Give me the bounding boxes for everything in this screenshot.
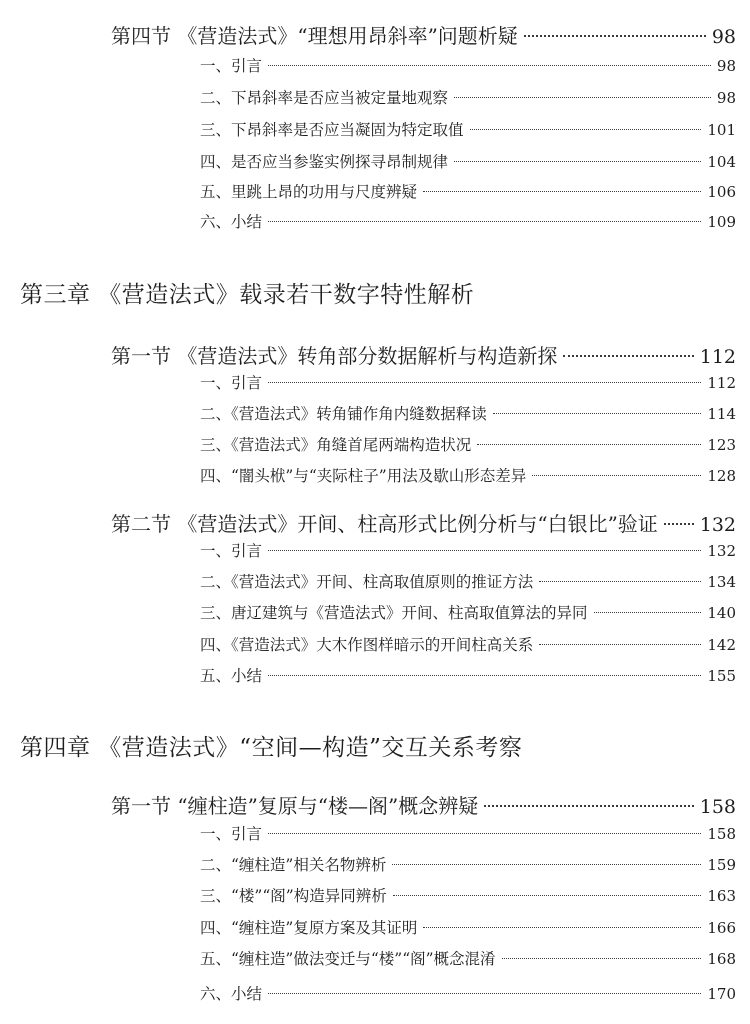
page-number: 132 (699, 514, 736, 536)
item-title: 一、引言 (200, 57, 263, 75)
dot-leader (539, 644, 701, 645)
item-title: 三、《营造法式》角缝首尾两端构造状况 (200, 436, 472, 454)
item-title: 二、《营造法式》转角铺作角内缝数据释读 (200, 405, 487, 423)
dot-leader (524, 35, 706, 37)
dot-leader (268, 382, 701, 383)
dot-leader (664, 523, 694, 525)
dot-leader (268, 221, 701, 222)
page-number: 128 (707, 467, 736, 485)
dot-leader (594, 612, 702, 613)
dot-leader (470, 129, 702, 130)
dot-leader (423, 927, 701, 928)
toc-item (200, 633, 736, 655)
item-title: 一、引言 (200, 825, 263, 843)
toc-item (200, 54, 736, 76)
toc-section-entry (111, 340, 736, 369)
toc-item (200, 822, 736, 844)
page-number: 168 (707, 950, 736, 968)
chapter-heading: 第四章 《营造法式》“空间—构造”交互关系考察 (20, 735, 523, 761)
dot-leader (393, 895, 702, 896)
item-title: 五、里跳上昂的功用与尺度辨疑 (200, 183, 418, 201)
page-number: 106 (707, 183, 736, 201)
page-number: 109 (707, 213, 736, 231)
item-title: 三、唐辽建筑与《营造法式》开间、柱高取值算法的异同 (200, 604, 588, 622)
item-title: 四、《营造法式》大木作图样暗示的开间柱高关系 (200, 636, 534, 654)
dot-leader (454, 161, 701, 162)
section-title: 第一节 《营造法式》转角部分数据解析与构造新探 (111, 344, 558, 368)
toc-item (200, 402, 736, 424)
page-number: 112 (699, 346, 736, 368)
dot-leader (477, 444, 701, 445)
dot-leader (268, 65, 711, 66)
toc-section-entry (111, 790, 736, 819)
section-title: 第二节 《营造法式》开间、柱高形式比例分析与“白银比”验证 (111, 512, 658, 536)
toc-item (200, 371, 736, 393)
page-number: 98 (716, 89, 736, 107)
page-number: 166 (707, 919, 736, 937)
item-title: 四、“闇头栿”与“夹际柱子”用法及歇山形态差异 (200, 467, 527, 485)
toc-item (200, 180, 736, 202)
toc-item (200, 118, 736, 140)
toc-item (200, 539, 736, 561)
page-number: 142 (707, 636, 736, 654)
page-number: 101 (707, 121, 736, 139)
toc-item (200, 947, 736, 969)
page-number: 98 (716, 57, 736, 75)
toc-item (200, 664, 736, 686)
dot-leader (268, 833, 701, 834)
page-number: 158 (699, 796, 736, 818)
dot-leader (268, 675, 701, 676)
item-title: 五、“缠柱造”做法变迁与“楼”“阁”概念混淆 (200, 950, 496, 968)
toc-item (200, 570, 736, 592)
item-title: 四、是否应当参鉴实例探寻昂制规律 (200, 153, 449, 171)
toc-item (200, 916, 736, 938)
dot-leader (392, 864, 701, 865)
item-title: 一、引言 (200, 542, 263, 560)
item-title: 一、引言 (200, 374, 263, 392)
dot-leader (532, 475, 701, 476)
item-title: 二、“缠柱造”相关名物辨析 (200, 856, 387, 874)
item-title: 六、小结 (200, 213, 263, 231)
page-number: 155 (707, 667, 736, 685)
dot-leader (502, 958, 702, 959)
toc-item (200, 86, 736, 108)
dot-leader (484, 805, 693, 807)
section-title: 第四节 《营造法式》“理想用昂斜率”问题析疑 (111, 24, 518, 48)
dot-leader (268, 550, 701, 551)
page-number: 132 (707, 542, 736, 560)
item-title: 四、“缠柱造”复原方案及其证明 (200, 919, 418, 937)
page-number: 98 (711, 26, 736, 48)
toc-section-entry (111, 20, 736, 49)
page-number: 163 (707, 887, 736, 905)
dot-leader (563, 355, 693, 357)
item-title: 五、小结 (200, 667, 263, 685)
item-title: 六、小结 (200, 985, 263, 1003)
dot-leader (454, 97, 711, 98)
item-title: 三、“楼”“阁”构造异同辨析 (200, 887, 387, 905)
toc-item (200, 464, 736, 486)
page-number: 134 (707, 573, 736, 591)
page-number: 158 (707, 825, 736, 843)
page-number: 112 (707, 374, 736, 392)
dot-leader (268, 993, 701, 994)
chapter-heading: 第三章 《营造法式》载录若干数字特性解析 (20, 282, 475, 308)
item-title: 二、下昂斜率是否应当被定量地观察 (200, 89, 449, 107)
page-number: 123 (707, 436, 736, 454)
page-number: 114 (707, 405, 736, 423)
toc-section-entry (111, 508, 736, 537)
toc-item (200, 210, 736, 232)
toc-item (200, 433, 736, 455)
dot-leader (539, 581, 701, 582)
toc-item (200, 150, 736, 172)
toc-item (200, 982, 736, 1004)
page-number: 170 (707, 985, 736, 1003)
page-number: 104 (707, 153, 736, 171)
section-title: 第一节 “缠柱造”复原与“楼—阁”概念辨疑 (111, 794, 479, 818)
page-number: 140 (707, 604, 736, 622)
item-title: 三、下昂斜率是否应当凝固为特定取值 (200, 121, 464, 139)
item-title: 二、《营造法式》开间、柱高取值原则的推证方法 (200, 573, 534, 591)
toc-item (200, 601, 736, 623)
toc-item (200, 884, 736, 906)
dot-leader (423, 191, 701, 192)
toc-item (200, 853, 736, 875)
dot-leader (493, 413, 702, 414)
page-number: 159 (707, 856, 736, 874)
